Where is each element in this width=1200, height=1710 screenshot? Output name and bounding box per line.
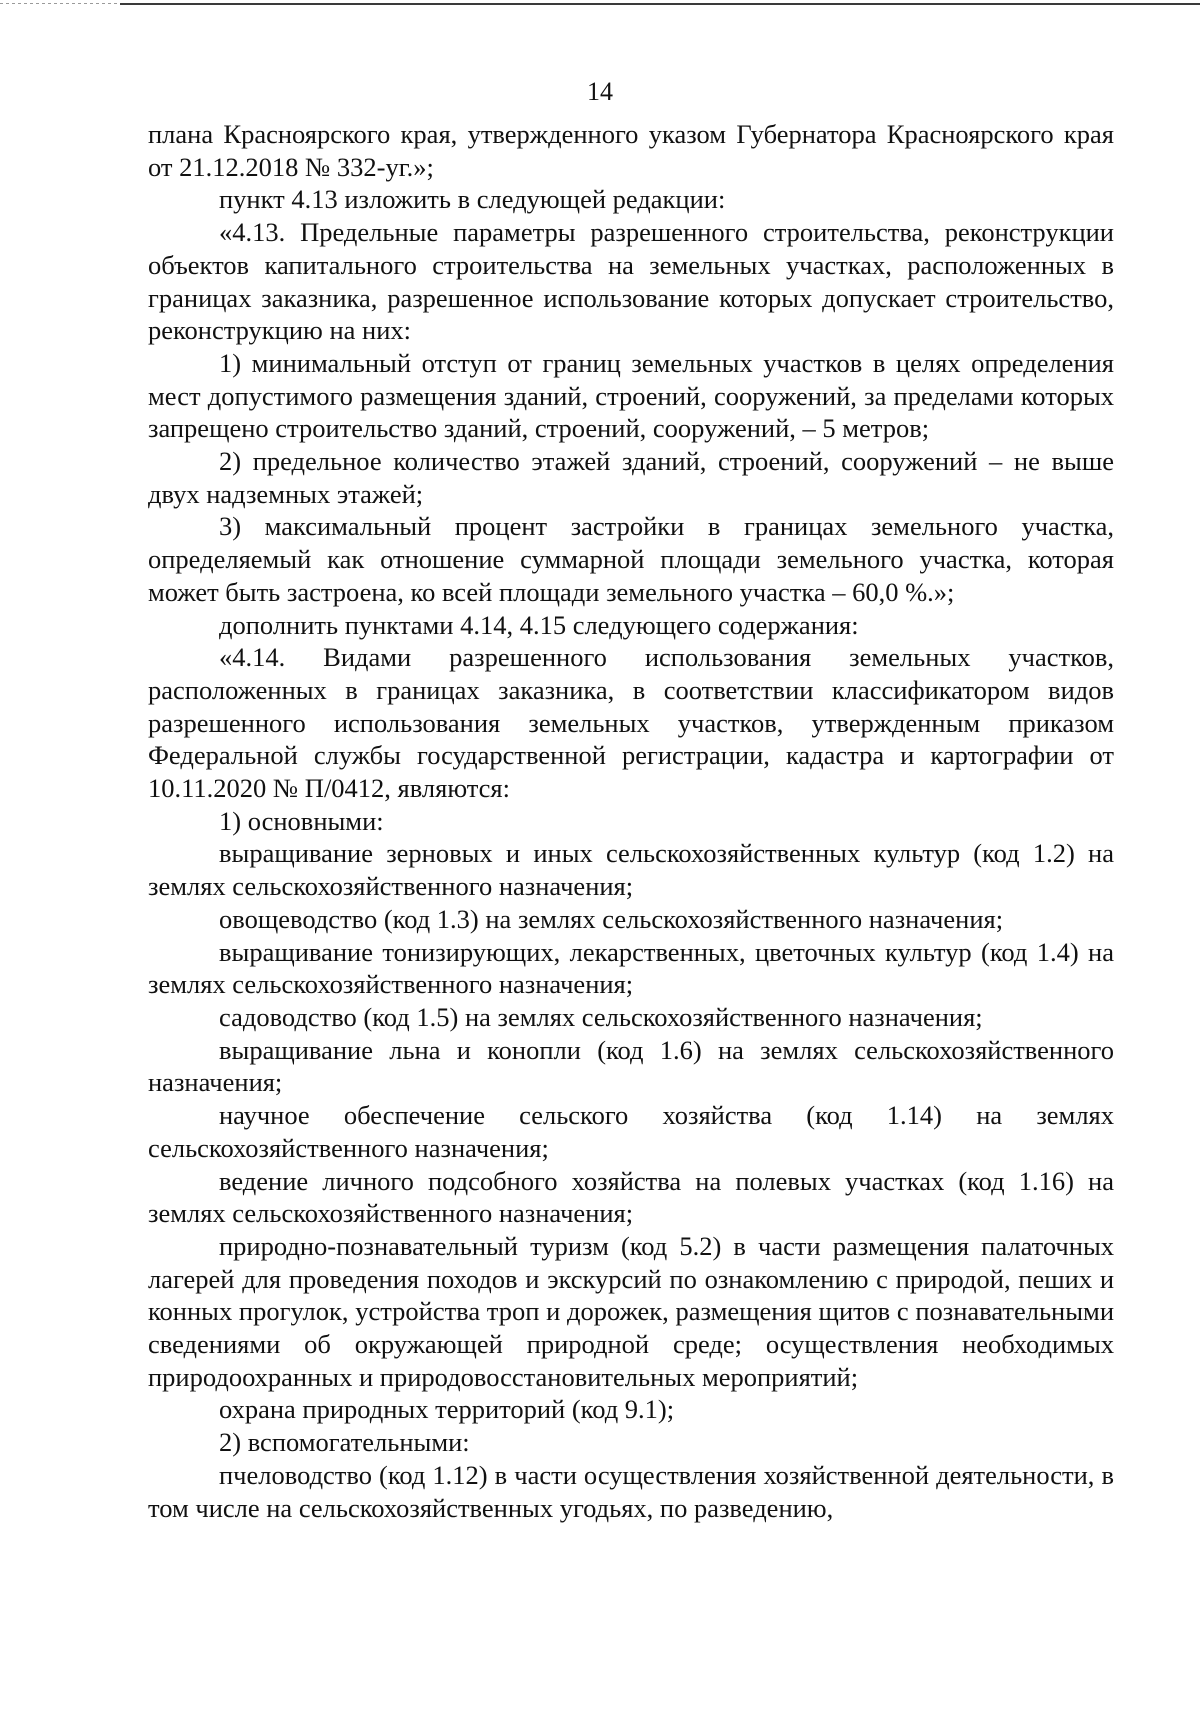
scan-edge-dotted-line <box>0 3 140 4</box>
list-item: научное обеспечение сельского хозяйства (код 1.14) на землях сельскохозяйственного назначения; <box>148 1100 1114 1163</box>
list-item: выращивание тонизирующих, лекарственных, цветочных культур (код 1.4) на землях сельскохозяйственного назначения; <box>148 936 1114 1000</box>
list-item: ведение личного подсобного хозяйства на полевых участках (код 1.16) на землях сельскохозяйственного назначения; <box>148 1165 1114 1229</box>
paragraph: дополнить пунктами 4.14, 4.15 следующего содержания: <box>219 609 859 640</box>
list-item: 2) предельное количество этажей зданий, строений, сооружений – не выше двух надземных этажей; <box>148 446 1114 509</box>
list-heading: 1) основными: <box>219 805 384 836</box>
list-item: выращивание льна и конопли (код 1.6) на землях сельскохозяйственного назначения; <box>148 1034 1114 1098</box>
paragraph: пункт 4.13 изложить в следующей редакции: <box>219 184 726 215</box>
page-number: 14 <box>587 77 613 106</box>
scan-edge-line <box>120 3 1200 5</box>
list-item: природно-познавательный туризм (код 5.2) в части размещения палаточных лагерей для проведения походов и экскурсий по ознакомлению с природой, пеших и конных прогулок, устройства троп и дорожек, размещения щитов с познавательными сведениями об окружающей природной среде; осуществления необходимых природоохранных и природовосстановительных мероприятий; <box>148 1230 1114 1392</box>
list-item: 1) минимальный отступ от границ земельных участков в целях определения мест допустимого размещения зданий, строений, сооружений, за пределами которых запрещено строительство зданий, строений, сооружений, – 5 метров; <box>148 347 1114 444</box>
list-item: выращивание зерновых и иных сельскохозяйственных культур (код 1.2) на землях сельскохозяйственного назначения; <box>148 838 1114 902</box>
list-item: 3) максимальный процент застройки в границах земельного участка, определяемый как отношение суммарной площади земельного участка, которая может быть застроена, ко всей площади земельного участка – 60,0 %.»; <box>148 511 1114 607</box>
list-item: охрана природных территорий (код 9.1); <box>219 1394 675 1425</box>
document-body <box>148 118 1114 1524</box>
list-item: пчеловодство (код 1.12) в части осуществления хозяйственной деятельности, в том числе на сельскохозяйственных угодьях, по разведению, <box>148 1459 1114 1523</box>
paragraph: «4.14. Видами разрешенного использования земельных участков, расположенных в границах заказника, в соответствии классификатором видов разрешенного использования земельных участков, утвержденным приказом Федеральной службы государственной регистрации, кадастра и картографии от 10.11.2020 № П/0412, являются: <box>148 642 1114 804</box>
paragraph: плана Красноярского края, утвержденного указом Губернатора Красноярского края от 21.12.2018 № 332-уг.»; <box>148 119 1114 182</box>
list-item: садоводство (код 1.5) на землях сельскохозяйственного назначения; <box>219 1001 983 1032</box>
paragraph: «4.13. Предельные параметры разрешенного строительства, реконструкции объектов капитального строительства на земельных участках, расположенных в границах заказника, разрешенное использование которых допускает строительство, реконструкцию на них: <box>148 217 1114 346</box>
list-item: овощеводство (код 1.3) на землях сельскохозяйственного назначения; <box>219 903 1004 934</box>
list-heading: 2) вспомогательными: <box>219 1427 470 1458</box>
